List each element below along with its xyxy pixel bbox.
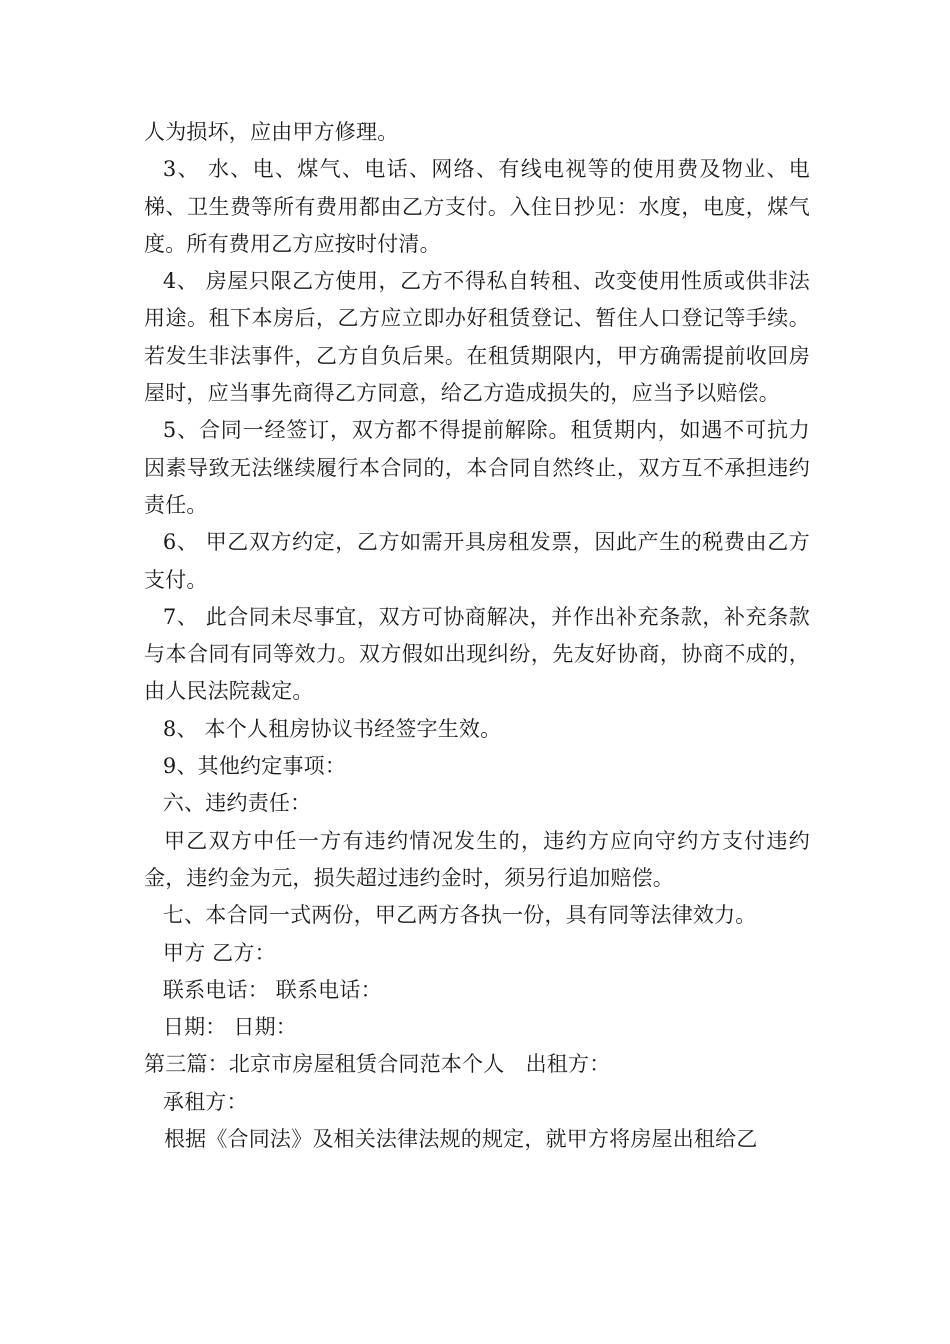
clause-5: 5、合同一经签订，双方都不得提前解除。租赁期内，如遇不可抗力因素导致无法继续履行本合同的，本合同自然终止，双方互不承担违约责任。: [144, 418, 810, 517]
signature-date: 日期： 日期：: [162, 1015, 297, 1040]
clause-7: 7、 此合同未尽事宜，双方可协商解决，并作出补充条款，补充条款与本合同有同等效力。双方假如出现纠纷，先友好协商，协商不成的，由人民法院裁定。: [144, 604, 810, 704]
chapter-three-heading: 第三篇：北京市房屋租赁合同范本个人 出租方：: [144, 1052, 611, 1077]
document-body: [144, 114, 810, 1158]
section-heading-breach: 六、违约责任：: [162, 791, 312, 816]
basis-paragraph: 根据《合同法》及相关法律法规的规定，就甲方将房屋出租给乙: [163, 1127, 758, 1152]
section-seven: 七、本合同一式两份，甲乙两方各执一份，具有同等法律效力。: [162, 903, 757, 928]
clause-3: 3、 水、电、煤气、电话、网络、有线电视等的使用费及物业、电梯、卫生费等所有费用都由乙方支付。入住日抄见：水度，电度，煤气度。所有费用乙方应按时付清。: [144, 157, 810, 256]
signature-phone: 联系电话： 联系电话：: [162, 977, 382, 1002]
breach-paragraph: 甲乙双方中任一方有违约情况发生的，违约方应向守约方支付违约金，违约金为元，损失超过违约金时，须另行追加赔偿。: [144, 828, 810, 890]
signature-parties: 甲方 乙方：: [162, 940, 276, 965]
lessee-line: 承租方：: [162, 1089, 248, 1114]
clause-6: 6、 甲乙双方约定，乙方如需开具房租发票，因此产生的税费由乙方支付。: [144, 530, 810, 592]
clause-8: 8、 本个人租房协议书经签字生效。: [162, 716, 502, 741]
clause-4: 4、 房屋只限乙方使用，乙方不得私自转租、改变使用性质或供非法用途。租下本房后，乙方应立即办好租赁登记、暂住人口登记等手续。若发生非法事件，乙方自负后果。在租赁期限内，甲方确需提前收回房屋时，应当事先商得乙方同意，给乙方造成损失的，应当予以赔偿。: [144, 269, 810, 406]
paragraph-continuation: 人为损坏，应由甲方修理。: [144, 120, 399, 144]
clause-9: 9、其他约定事项：: [162, 754, 347, 779]
